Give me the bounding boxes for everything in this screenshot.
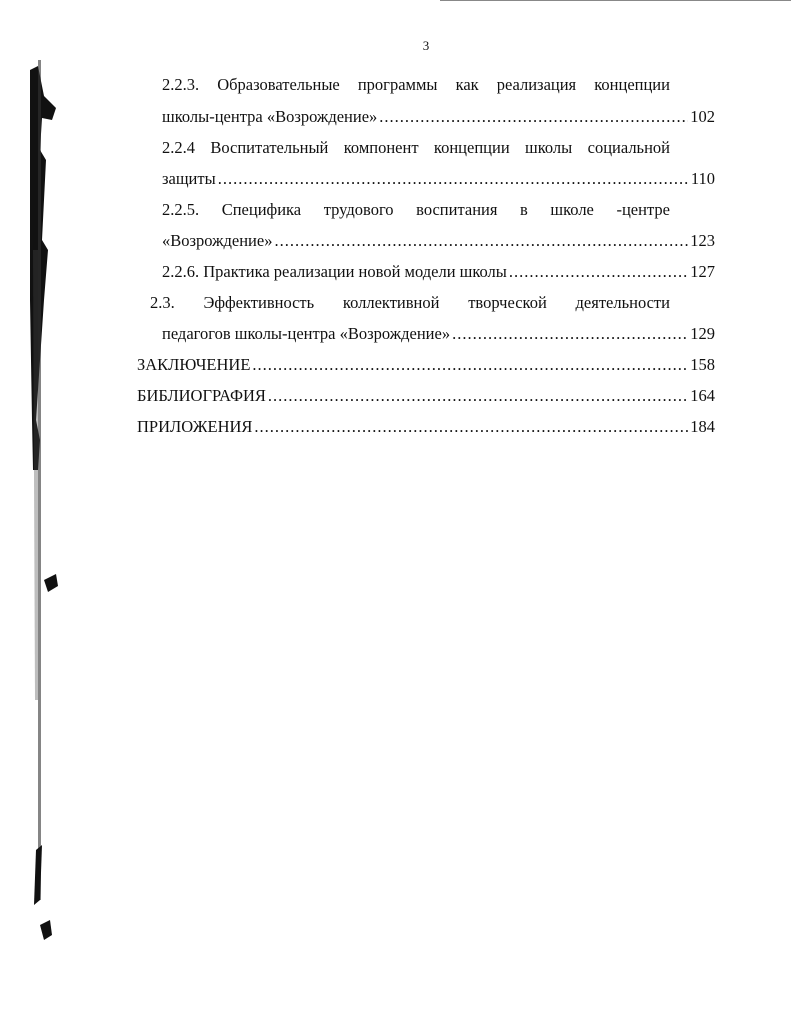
toc-item-2-3-line2[interactable]: [162, 324, 715, 344]
toc-word: Образовательные: [217, 75, 340, 94]
toc-word: программы: [357, 75, 438, 94]
toc-item-2-2-4-line1: [162, 138, 670, 158]
leader-dots: [274, 231, 688, 251]
toc-word: 2.2.5.: [162, 200, 200, 219]
toc-word: в: [520, 200, 528, 219]
toc-word: реализация: [496, 75, 577, 94]
toc-item-bibliography[interactable]: [137, 386, 715, 406]
toc-word: школы: [525, 138, 573, 157]
toc-word: воспитания: [416, 200, 498, 219]
leader-dots: [379, 107, 688, 127]
toc-word: 2.2.4: [162, 138, 195, 157]
toc-word: трудового: [323, 200, 394, 219]
toc-entry-text: 2.2.6. Практика реализации новой модели школы: [162, 262, 507, 281]
toc-word: 2.2.3.: [162, 75, 200, 94]
toc-word: как: [455, 75, 479, 94]
toc-item-2-3-line1: [150, 293, 670, 313]
toc-entry-text: ЗАКЛЮЧЕНИЕ: [137, 355, 251, 374]
toc-word: школе: [550, 200, 594, 219]
toc-word: творческой: [468, 293, 547, 312]
toc-item-conclusion[interactable]: [137, 355, 715, 375]
toc-word: социальной: [587, 138, 670, 157]
toc-item-2-2-5-line1: [162, 200, 670, 220]
toc-item-2-2-5-line2[interactable]: [162, 231, 715, 251]
toc-item-2-2-3-line1: [162, 75, 670, 95]
toc-word: 2.3.: [150, 293, 175, 312]
toc-word: компонент: [343, 138, 419, 157]
toc-entry-text: школы-центра «Возрождение»: [162, 107, 378, 126]
leader-dots: [252, 355, 688, 375]
toc-word: -центре: [616, 200, 670, 219]
toc-entry-text: педагогов школы-центра «Возрождение»: [162, 324, 451, 343]
toc-entry-text: ПРИЛОЖЕНИЯ: [137, 417, 253, 436]
toc-item-2-2-3-line2[interactable]: [162, 107, 715, 127]
toc-page-number: 129: [690, 324, 715, 343]
leader-dots: [268, 386, 688, 406]
leader-dots: [254, 417, 688, 437]
toc-word: концепции: [594, 75, 670, 94]
toc-item-2-2-6[interactable]: [162, 262, 715, 282]
toc-word: Воспитательный: [210, 138, 329, 157]
toc-page-number: 164: [690, 386, 715, 405]
leader-dots: [218, 169, 689, 189]
toc-page-number: 184: [690, 417, 715, 436]
toc-entry-text: защиты: [162, 169, 216, 188]
toc-entry-text: БИБЛИОГРАФИЯ: [137, 386, 266, 405]
leader-dots: [509, 262, 688, 282]
toc-word: коллективной: [342, 293, 440, 312]
leader-dots: [452, 324, 688, 344]
toc-page-number: 102: [690, 107, 715, 126]
toc-page-number: 158: [690, 355, 715, 374]
toc-page-number: 123: [690, 231, 715, 250]
toc-word: деятельности: [575, 293, 670, 312]
toc-word: Специфика: [221, 200, 302, 219]
toc-page-number: 127: [690, 262, 715, 281]
toc-page-number: 110: [690, 169, 715, 188]
scan-edge-artifacts: [0, 0, 70, 1024]
page-number: 3: [422, 38, 430, 53]
toc-entry-text: «Возрождение»: [162, 231, 273, 250]
toc-word: концепции: [433, 138, 510, 157]
toc-item-appendices[interactable]: [137, 417, 715, 437]
toc-word: Эффективность: [203, 293, 315, 312]
toc-item-2-2-4-line2[interactable]: [162, 169, 715, 189]
top-scan-line: [440, 0, 791, 4]
